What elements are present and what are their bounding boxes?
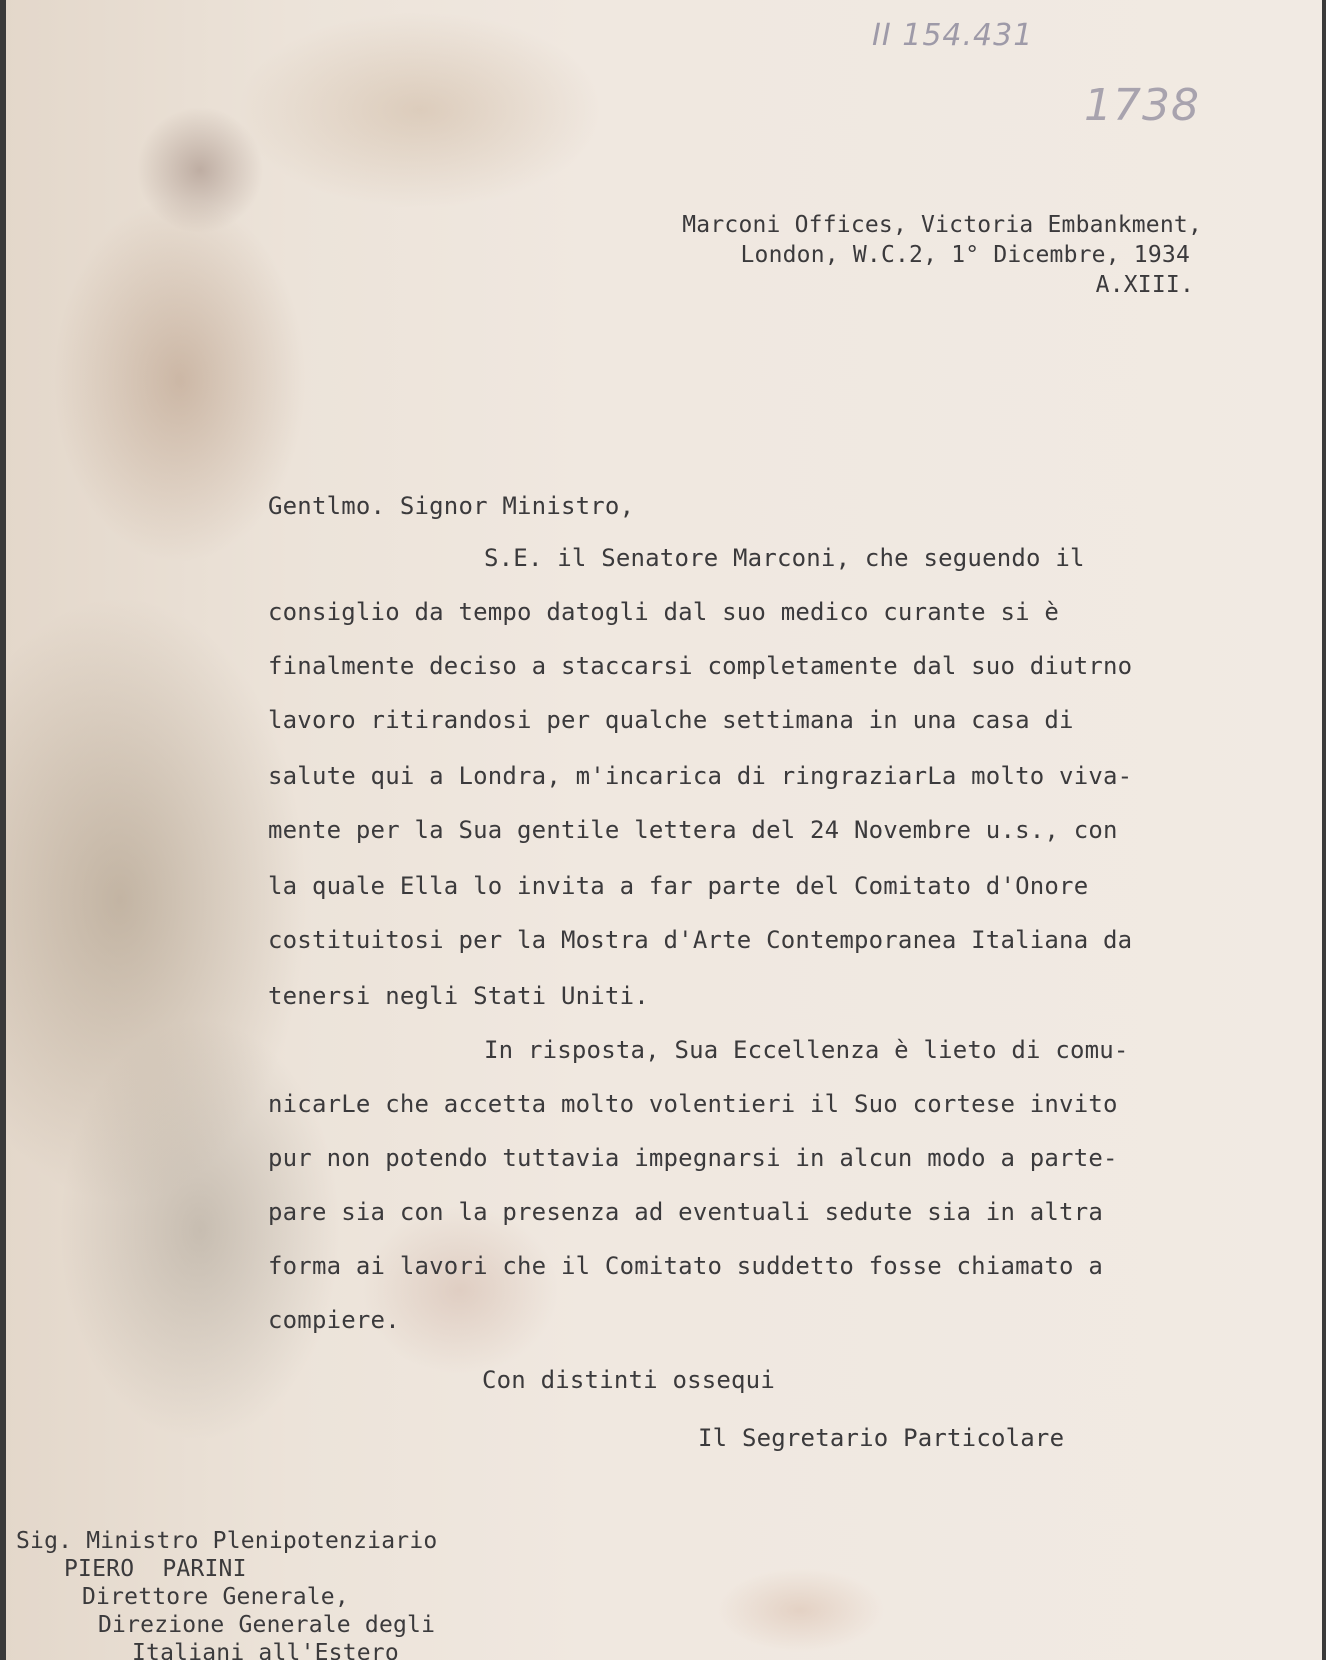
paragraph-line: salute qui a Londra, m'incarica di ringraziarLa molto viva-	[268, 762, 1133, 790]
scan-edge-left	[0, 0, 6, 1660]
paragraph-line: tenersi negli Stati Uniti.	[268, 982, 649, 1010]
archive-reference-number: II 154.431	[872, 18, 1034, 53]
salutation: Gentlmo. Signor Ministro,	[268, 492, 635, 520]
paragraph-line: finalmente deciso a staccarsi completamente dal suo diutrno	[268, 652, 1133, 680]
signature-title: Il Segretario Particolare	[698, 1424, 1065, 1452]
closing: Con distinti ossequi	[482, 1366, 775, 1394]
paragraph-line: S.E. il Senatore Marconi, che seguendo il	[484, 544, 1085, 572]
addressee-line: Sig. Ministro Plenipotenziario	[16, 1528, 438, 1554]
letterhead-address-line: Marconi Offices, Victoria Embankment,	[682, 212, 1202, 238]
paragraph-line: compiere.	[268, 1306, 400, 1334]
paragraph-line: consiglio da tempo datogli dal suo medico curante si è	[268, 598, 1060, 626]
addressee-line: Italiani all'Estero	[132, 1640, 399, 1660]
paragraph-line: costituitosi per la Mostra d'Arte Contemporanea Italiana da	[268, 926, 1133, 954]
paragraph-line: mente per la Sua gentile lettera del 24 Novembre u.s., con	[268, 816, 1118, 844]
addressee-line: Direttore Generale,	[82, 1584, 349, 1610]
letterhead-date-line: London, W.C.2, 1° Dicembre, 1934	[740, 242, 1190, 268]
paragraph-line: lavoro ritirandosi per qualche settimana in una casa di	[268, 706, 1074, 734]
addressee-name: PIERO PARINI	[64, 1556, 247, 1582]
paragraph-line: nicarLe che accetta molto volentieri il Suo cortese invito	[268, 1090, 1118, 1118]
paragraph-line: pare sia con la presenza ad eventuali sedute sia in altra	[268, 1198, 1104, 1226]
archive-page-number: 1738	[1084, 80, 1200, 131]
addressee-line: Direzione Generale degli	[98, 1612, 436, 1638]
letterhead-year-line: A.XIII.	[1095, 272, 1194, 298]
scan-edge-right	[1322, 0, 1326, 1660]
paragraph-line: la quale Ella lo invita a far parte del Comitato d'Onore	[268, 872, 1089, 900]
paragraph-line: In risposta, Sua Eccellenza è lieto di comu-	[484, 1036, 1129, 1064]
paragraph-line: forma ai lavori che il Comitato suddetto fosse chiamato a	[268, 1252, 1104, 1280]
paragraph-line: pur non potendo tuttavia impegnarsi in alcun modo a parte-	[268, 1144, 1118, 1172]
